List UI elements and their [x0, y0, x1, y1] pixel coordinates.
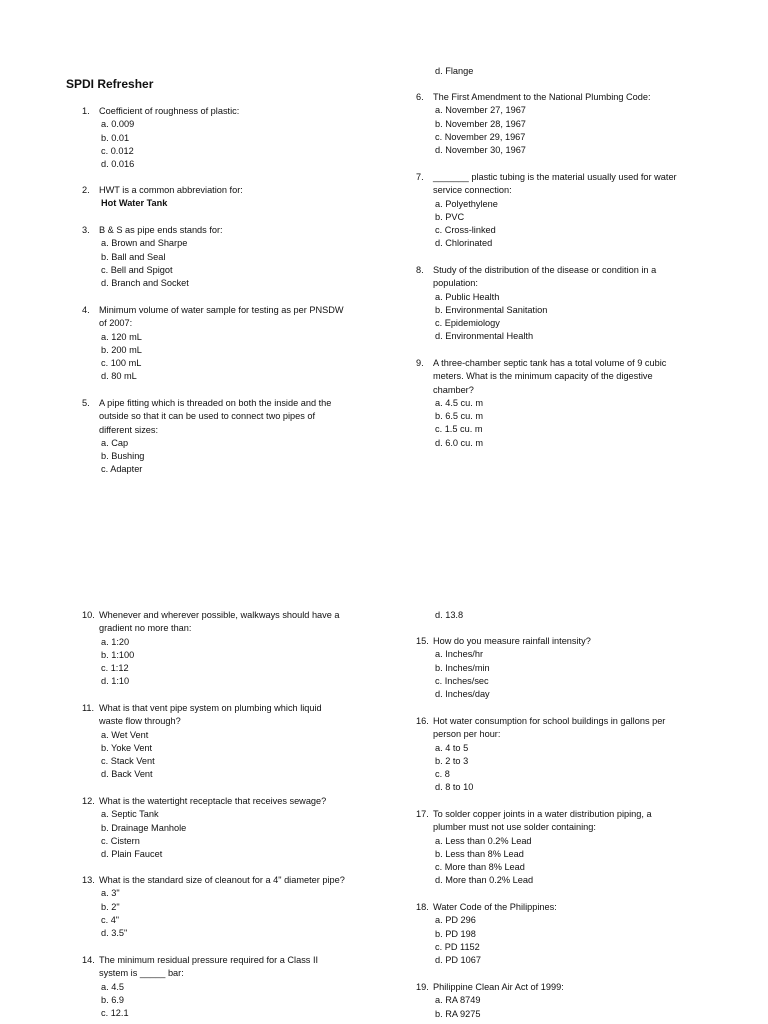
option-a: a. 0.009 [101, 119, 135, 130]
question-number: 13. [82, 875, 95, 885]
question-15 [416, 635, 706, 701]
option-d: d. 80 mL [101, 371, 137, 382]
question-14 [82, 954, 382, 1020]
option-b: b. 2" [101, 901, 120, 912]
option-b: b. 2 to 3 [435, 755, 469, 766]
option-b: b. PD 198 [435, 928, 476, 939]
option-c: c. Bell and Spigot [101, 264, 173, 275]
question-stem: The minimum residual pressure required for a Class II system is _____ bar: [99, 955, 319, 979]
option-d: d. Chlorinated [435, 238, 493, 249]
option-d: d. Inches/day [435, 689, 490, 700]
question-1 [82, 105, 382, 171]
option-d: d. 8 to 10 [435, 782, 474, 793]
question-3 [82, 224, 382, 290]
question-stem: A pipe fitting which is threaded on both the inside and the outside so that it can be used to connect two pipes of different sizes: [99, 398, 332, 435]
question-16 [416, 715, 706, 795]
option-a: a. 120 mL [101, 331, 142, 342]
question-19 [416, 981, 706, 1021]
question-9 [416, 357, 706, 450]
option-a: a. 1:20 [101, 636, 130, 647]
option-b: b. 6.5 cu. m [435, 411, 484, 422]
option-c: c. 8 [435, 769, 450, 780]
option-c: c. 100 mL [101, 358, 142, 369]
option-d: d. Branch and Socket [101, 278, 189, 289]
option-c: c. 1.5 cu. m [435, 424, 483, 435]
question-stem: Whenever and wherever possible, walkways should have a gradient no more than: [99, 610, 340, 634]
option-a: a. 4 to 5 [435, 742, 469, 753]
question-5-continued [416, 65, 706, 78]
option-d: d. Plain Faucet [101, 849, 163, 860]
option-c: c. Cross-linked [435, 225, 496, 236]
question-number: 5. [82, 398, 90, 408]
question-stem: HWT is a common abbreviation for: [99, 185, 243, 195]
question-stem: To solder copper joints in a water distribution piping, a plumber must not use solder containing: [433, 809, 652, 833]
option-a: a. 3" [101, 888, 120, 899]
question-stem: _______ plastic tubing is the material usually used for water service connection: [433, 172, 677, 196]
question-11 [82, 702, 382, 782]
option-a: a. RA 8749 [435, 995, 481, 1006]
question-14-continued [416, 609, 706, 622]
option-d: d. Back Vent [101, 769, 153, 780]
answer-text: Hot Water Tank [101, 198, 168, 209]
page-title: SPDI Refresher [66, 77, 154, 91]
option-c: c. 1:12 [101, 663, 129, 674]
question-number: 1. [82, 106, 90, 116]
question-stem: Coefficient of roughness of plastic: [99, 106, 240, 116]
option-c: c. Stack Vent [101, 756, 155, 767]
question-6 [416, 91, 706, 157]
question-stem: B & S as pipe ends stands for: [99, 225, 223, 235]
question-number: 9. [416, 358, 424, 368]
option-b: b. PVC [435, 211, 465, 222]
option-d: d. PD 1067 [435, 955, 481, 966]
option-c: c. Inches/sec [435, 675, 489, 686]
option-c: c. 4" [101, 914, 120, 925]
question-2 [82, 184, 382, 211]
option-d: d. 0.016 [101, 159, 135, 170]
option-d: d. Environmental Health [435, 331, 534, 342]
option-a: a. PD 296 [435, 915, 476, 926]
option-b: b. November 28, 1967 [435, 118, 526, 129]
option-a: a. Septic Tank [101, 809, 159, 820]
option-c: c. Epidemiology [435, 318, 500, 329]
question-number: 2. [82, 185, 90, 195]
question-stem: A three-chamber septic tank has a total volume of 9 cubic meters. What is the minimum capacity of the digestive chamber? [433, 358, 667, 395]
option-a: a. 4.5 cu. m [435, 397, 484, 408]
option-b: b. 200 mL [101, 344, 142, 355]
question-stem: How do you measure rainfall intensity? [433, 636, 591, 646]
question-number: 3. [82, 225, 90, 235]
option-b: b. 0.01 [101, 132, 130, 143]
question-number: 8. [416, 265, 424, 275]
question-stem: Philippine Clean Air Act of 1999: [433, 982, 564, 992]
option-c: c. More than 8% Lead [435, 862, 525, 873]
option-d: d. 13.8 [435, 610, 464, 620]
question-stem: The First Amendment to the National Plumbing Code: [433, 92, 651, 102]
option-c: c. PD 1152 [435, 941, 480, 952]
question-number: 19. [416, 982, 429, 992]
option-a: a. Inches/hr [435, 649, 484, 660]
question-18 [416, 901, 706, 967]
question-number: 11. [82, 703, 95, 713]
question-13 [82, 874, 382, 940]
option-b: b. Bushing [101, 451, 145, 462]
question-5 [82, 397, 382, 477]
option-b: b. Ball and Seal [101, 251, 166, 262]
option-b: b. Drainage Manhole [101, 822, 187, 833]
option-d: d. 3.5" [101, 928, 128, 939]
option-a: a. 4.5 [101, 981, 124, 992]
option-c: c. 0.012 [101, 145, 134, 156]
question-10 [82, 609, 382, 689]
question-4 [82, 304, 382, 384]
option-b: b. 6.9 [101, 994, 124, 1005]
option-c: c. Adapter [101, 464, 143, 475]
option-c: c. November 29, 1967 [435, 131, 526, 142]
option-a: a. Less than 0.2% Lead [435, 835, 532, 846]
question-12 [82, 795, 382, 861]
question-number: 15. [416, 636, 429, 646]
option-b: b. Inches/min [435, 662, 490, 673]
option-b: b. Less than 8% Lead [435, 848, 524, 859]
question-number: 14. [82, 955, 95, 965]
question-stem: Minimum volume of water sample for testing as per PNSDW of 2007: [99, 305, 344, 329]
option-c: c. Cistern [101, 835, 140, 846]
option-b: b. Environmental Sanitation [435, 304, 548, 315]
option-a: a. Cap [101, 437, 129, 448]
question-stem: Study of the distribution of the disease or condition in a population: [433, 265, 657, 289]
question-stem: What is the watertight receptacle that receives sewage? [99, 796, 327, 806]
option-b: b. RA 9275 [435, 1008, 481, 1019]
question-number: 12. [82, 796, 95, 806]
option-d: d. 6.0 cu. m [435, 437, 484, 448]
option-b: b. Yoke Vent [101, 742, 153, 753]
option-d: d. November 30, 1967 [435, 145, 526, 156]
question-number: 17. [416, 809, 429, 819]
question-stem: Hot water consumption for school buildings in gallons per person per hour: [433, 716, 666, 740]
question-number: 6. [416, 92, 424, 102]
question-number: 4. [82, 305, 90, 315]
option-a: a. Brown and Sharpe [101, 238, 188, 249]
question-17 [416, 808, 706, 888]
option-d: d. Flange [435, 66, 474, 76]
question-number: 16. [416, 716, 429, 726]
question-7 [416, 171, 706, 251]
option-c: c. 12.1 [101, 1008, 129, 1019]
option-a: a. Polyethylene [435, 198, 498, 209]
option-a: a. Public Health [435, 291, 500, 302]
option-a: a. Wet Vent [101, 729, 149, 740]
question-stem: What is that vent pipe system on plumbing which liquid waste flow through? [99, 703, 322, 727]
option-b: b. 1:100 [101, 649, 135, 660]
question-8 [416, 264, 706, 344]
question-stem: Water Code of the Philippines: [433, 902, 557, 912]
question-number: 7. [416, 172, 424, 182]
option-d: d. 1:10 [101, 676, 130, 687]
question-stem: What is the standard size of cleanout for a 4" diameter pipe? [99, 875, 345, 885]
question-number: 18. [416, 902, 429, 912]
option-a: a. November 27, 1967 [435, 105, 526, 116]
option-d: d. More than 0.2% Lead [435, 875, 534, 886]
question-number: 10. [82, 610, 95, 620]
